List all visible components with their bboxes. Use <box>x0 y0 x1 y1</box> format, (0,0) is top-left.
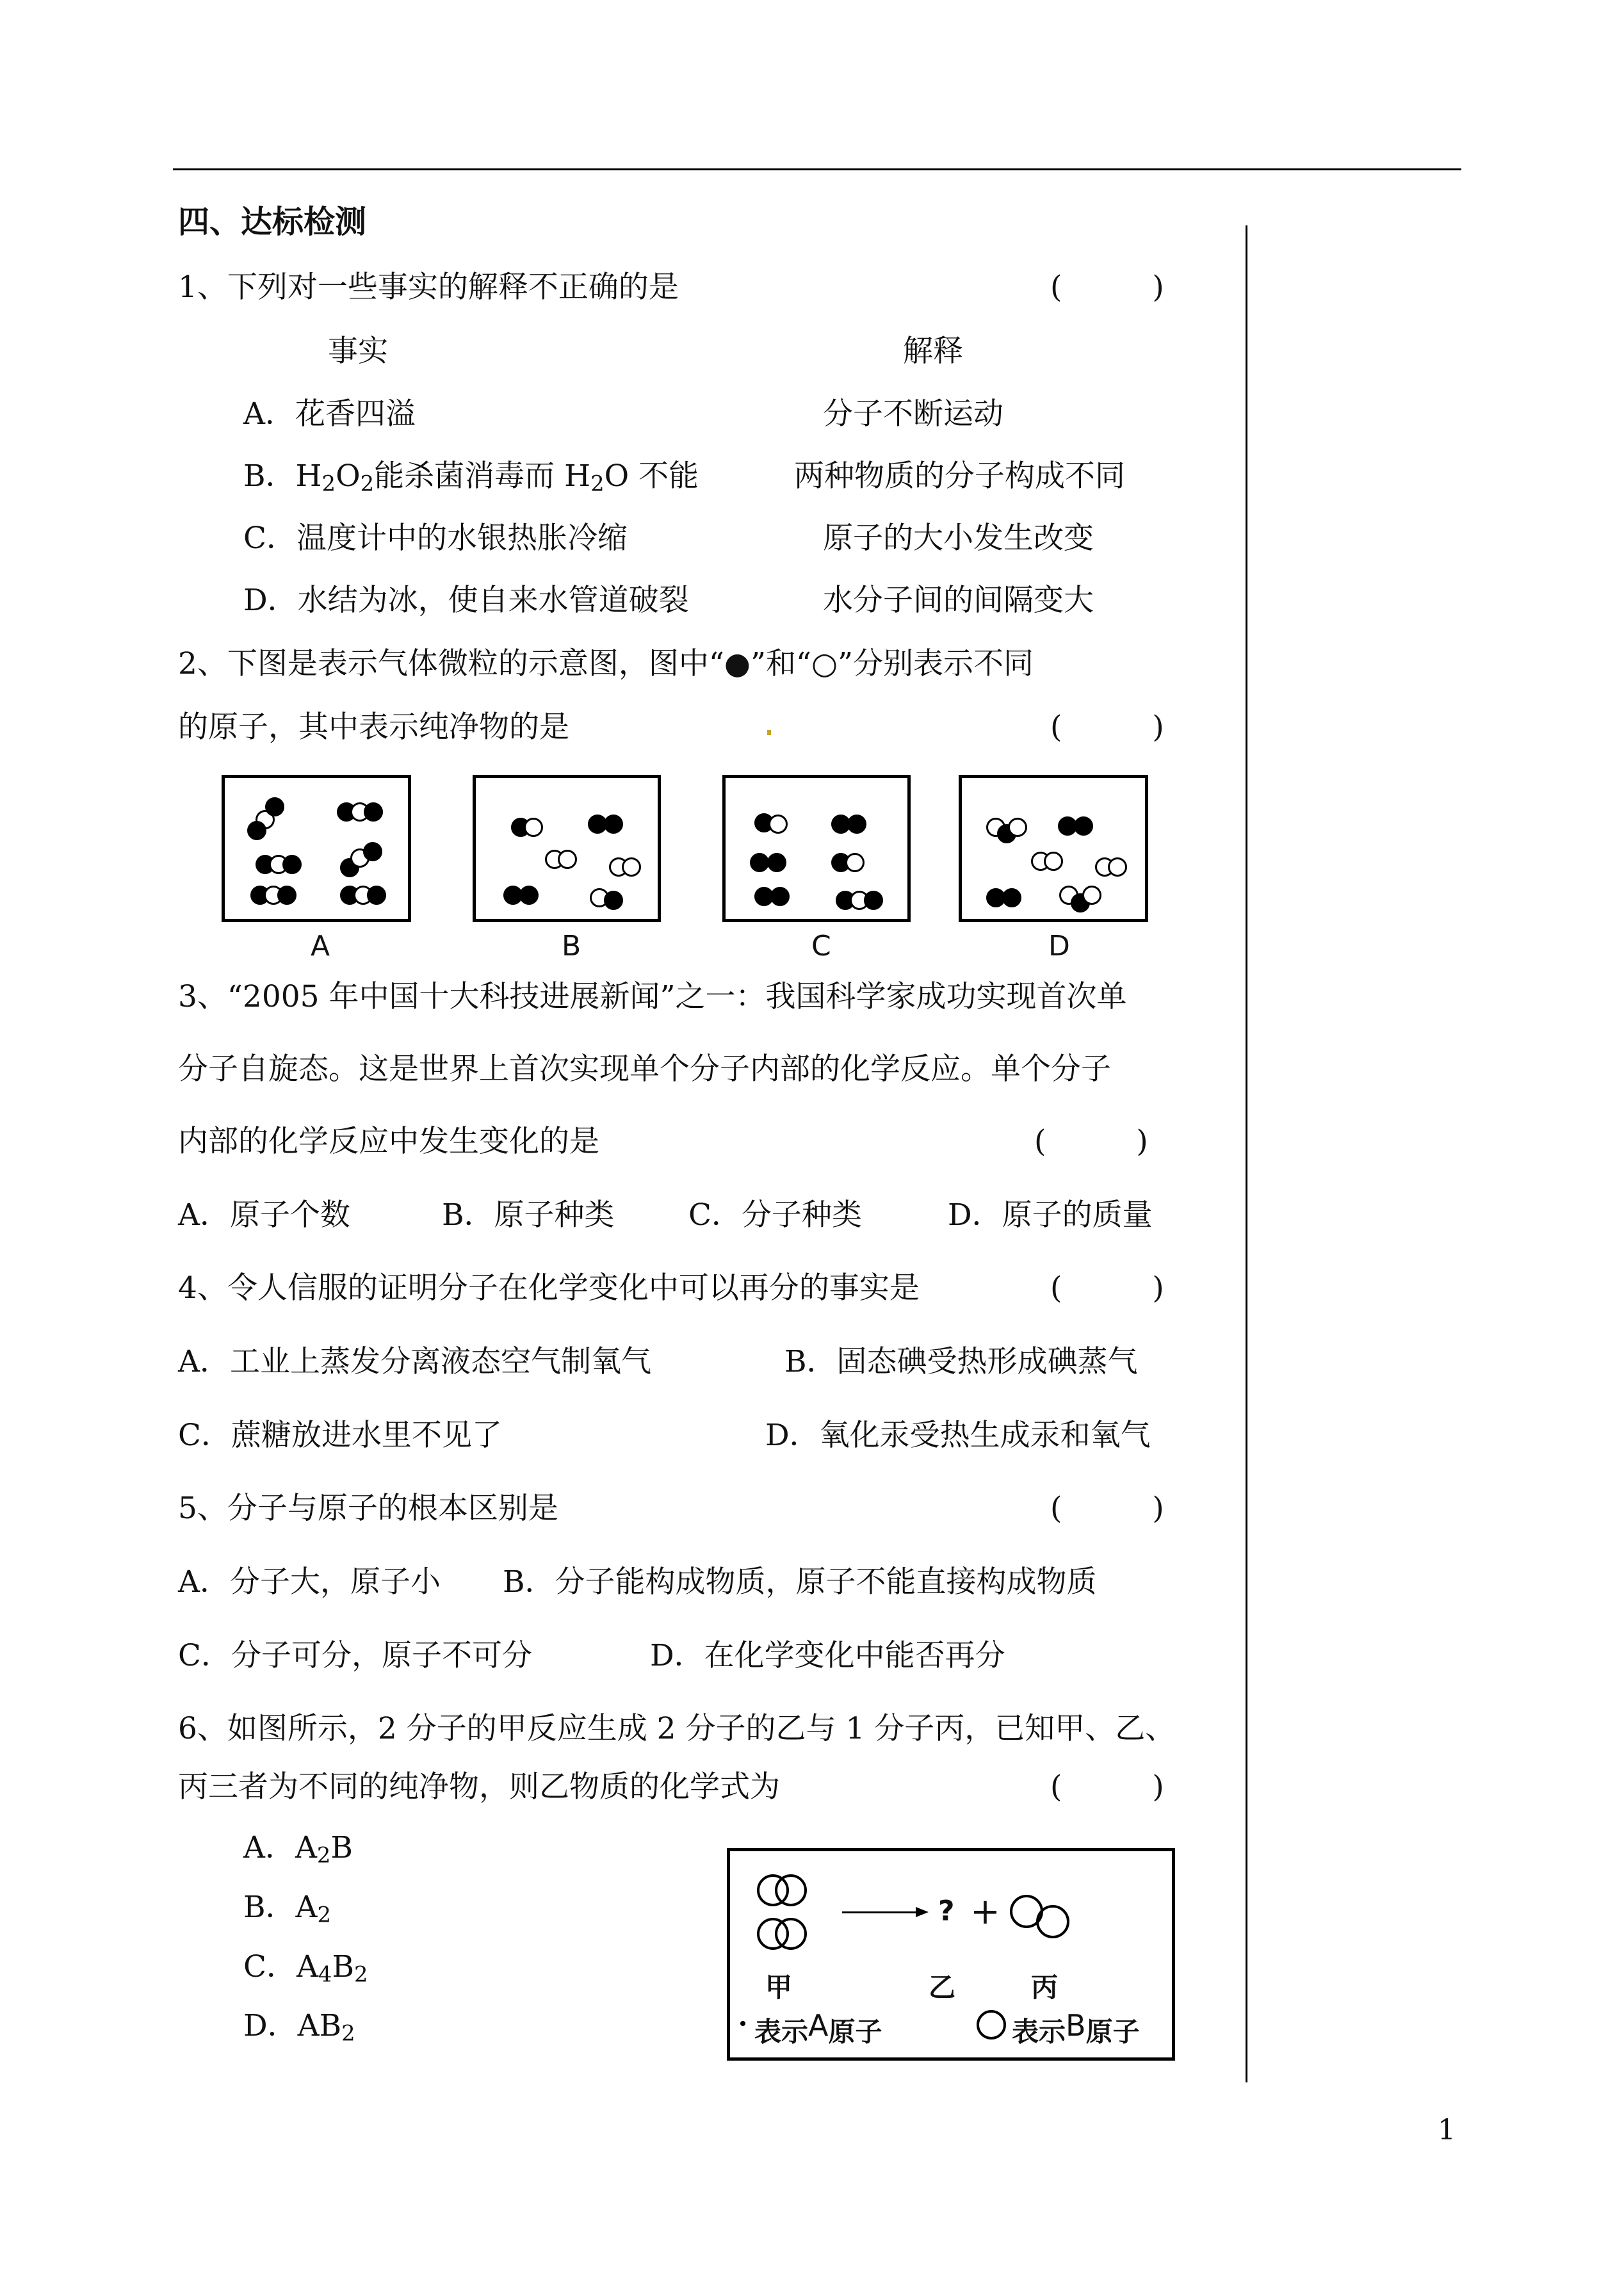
atom-white <box>1008 818 1027 837</box>
label-jia: 甲 <box>765 1972 793 2003</box>
q4-option-c: C．蔗糖放进水里不见了 <box>178 1418 502 1453</box>
particle-box-b <box>473 775 661 922</box>
jia-molecule-top-right <box>775 1874 807 1906</box>
margin-rule <box>1246 225 1247 2082</box>
legend-a-dot <box>740 2021 745 2026</box>
q1-col-explain: 解释 <box>903 334 963 369</box>
q6-answer-paren: ( ) <box>1050 1769 1164 1804</box>
q1-stem: 1、下列对一些事实的解释不正确的是 <box>178 270 679 305</box>
particle-label-a: A <box>311 930 330 962</box>
q5-option-b: B．分子能构成物质，原子不能直接构成物质 <box>503 1564 1097 1600</box>
q1-option-d-explain: 水分子间的间隔变大 <box>823 583 1094 618</box>
atom-black <box>847 815 866 834</box>
q5-answer-paren: ( ) <box>1050 1491 1164 1526</box>
q3-stem-line2: 分子自旋态。这是世界上首次实现单个分子内部的化学反应。单个分子 <box>178 1051 1111 1087</box>
jia-molecule-bottom-right <box>775 1918 807 1950</box>
page-number: 1 <box>1438 2114 1456 2146</box>
section-heading: 四、达标检测 <box>178 203 367 240</box>
unknown-product-mark: ? <box>938 1895 955 1927</box>
legend-b-circle-icon <box>977 2010 1006 2040</box>
legend-b: 表示B原子 <box>1012 2008 1140 2048</box>
atom-white <box>524 818 543 837</box>
atom-white <box>1108 857 1127 877</box>
atom-black <box>519 886 539 905</box>
reaction-arrow <box>842 1911 919 1913</box>
atom-black <box>364 802 383 822</box>
atom-black <box>277 886 296 905</box>
particle-label-b: B <box>562 930 581 962</box>
particle-box-c <box>722 775 911 922</box>
q2-answer-paren: ( ) <box>1050 710 1164 745</box>
atom-black <box>864 891 883 910</box>
atom-white <box>1044 852 1063 871</box>
q1-col-fact: 事实 <box>328 334 388 369</box>
q2-stem-line1: 2、下图是表示气体微粒的示意图，图中“●”和“○”分别表示不同 <box>178 646 1034 681</box>
q1-option-c-explain: 原子的大小发生改变 <box>823 521 1094 556</box>
reaction-arrow-head <box>916 1907 929 1917</box>
atom-black <box>770 887 790 906</box>
atom-black <box>1074 816 1093 836</box>
header-rule <box>173 168 1461 170</box>
q2-stem-line2: 的原子，其中表示纯净物的是 <box>178 710 569 745</box>
q3-option-a: A．原子个数 <box>178 1197 350 1233</box>
q1-option-c-fact: C．温度计中的水银热胀冷缩 <box>243 521 628 556</box>
reaction-figure <box>727 1848 1175 2061</box>
q6-option-c: C．$A_4B_2$ <box>243 1949 368 1987</box>
atom-black <box>604 891 623 910</box>
q6-option-a: A．$A_2B$ <box>243 1830 353 1868</box>
atom-white <box>1082 886 1101 905</box>
particle-box-d <box>959 775 1148 922</box>
q3-stem-line3: 内部的化学反应中发生变化的是 <box>178 1124 599 1159</box>
q4-option-d: D．氧化汞受热生成汞和氧气 <box>765 1418 1151 1453</box>
atom-black <box>367 886 386 905</box>
q4-option-b: B．固态碘受热形成碘蒸气 <box>784 1344 1138 1379</box>
stray-dot <box>767 730 771 735</box>
q1-answer-paren: ( ) <box>1050 270 1164 305</box>
atom-black <box>265 797 284 816</box>
q1-option-b-fact: B．$H_2O_2$能杀菌消毒而 $H_2O$ 不能 <box>243 458 699 496</box>
q5-option-d: D．在化学变化中能否再分 <box>650 1638 1005 1673</box>
q1-option-b-explain: 两种物质的分子构成不同 <box>794 458 1125 494</box>
q6-option-b: B．$A_2$ <box>243 1890 332 1927</box>
q6-option-d: D．$AB_2$ <box>243 2008 355 2046</box>
q3-stem-line1: 3、“2005 年中国十大科技进展新闻”之一：我国科学家成功实现首次单 <box>178 979 1127 1014</box>
atom-white <box>558 850 577 869</box>
label-yi: 乙 <box>929 1972 956 2003</box>
legend-a: 表示A原子 <box>754 2008 882 2048</box>
q5-option-c: C．分子可分，原子不可分 <box>178 1638 532 1673</box>
q3-option-d: D．原子的质量 <box>948 1197 1153 1233</box>
q6-stem-line2: 丙三者为不同的纯净物，则乙物质的化学式为 <box>178 1769 780 1804</box>
q4-answer-paren: ( ) <box>1050 1270 1164 1306</box>
q1-option-d-fact: D．水结为冰，使自来水管道破裂 <box>243 583 689 618</box>
particle-label-c: C <box>811 930 831 962</box>
q5-option-a: A．分子大，原子小 <box>178 1564 441 1600</box>
atom-white <box>768 815 788 834</box>
atom-black <box>750 853 769 872</box>
atom-white <box>622 857 641 877</box>
q4-stem: 4、令人信服的证明分子在化学变化中可以再分的事实是 <box>178 1270 920 1306</box>
atom-black <box>363 842 382 861</box>
q3-answer-paren: ( ) <box>1034 1124 1148 1159</box>
q4-option-a: A．工业上蒸发分离液态空气制氧气 <box>178 1344 651 1379</box>
q6-stem-line1: 6、如图所示，2 分子的甲反应生成 2 分子的乙与 1 分子丙，已知甲、乙、 <box>178 1711 1176 1746</box>
particle-label-d: D <box>1048 930 1070 962</box>
q1-option-a-fact: A．花香四溢 <box>243 396 416 432</box>
plus-sign: + <box>970 1891 1000 1933</box>
particle-box-a <box>222 775 411 922</box>
atom-black <box>247 821 266 840</box>
atom-black <box>1002 888 1021 907</box>
atom-black <box>767 853 786 872</box>
atom-black <box>604 815 623 834</box>
atom-white <box>845 853 865 872</box>
q3-option-c: C．分子种类 <box>688 1197 862 1233</box>
bing-molecule-right <box>1036 1905 1069 1938</box>
q5-stem: 5、分子与原子的根本区别是 <box>178 1491 558 1526</box>
label-bing: 丙 <box>1031 1972 1059 2003</box>
q1-option-a-explain: 分子不断运动 <box>823 396 1003 432</box>
atom-black <box>282 855 302 874</box>
q3-option-b: B．原子种类 <box>442 1197 615 1233</box>
